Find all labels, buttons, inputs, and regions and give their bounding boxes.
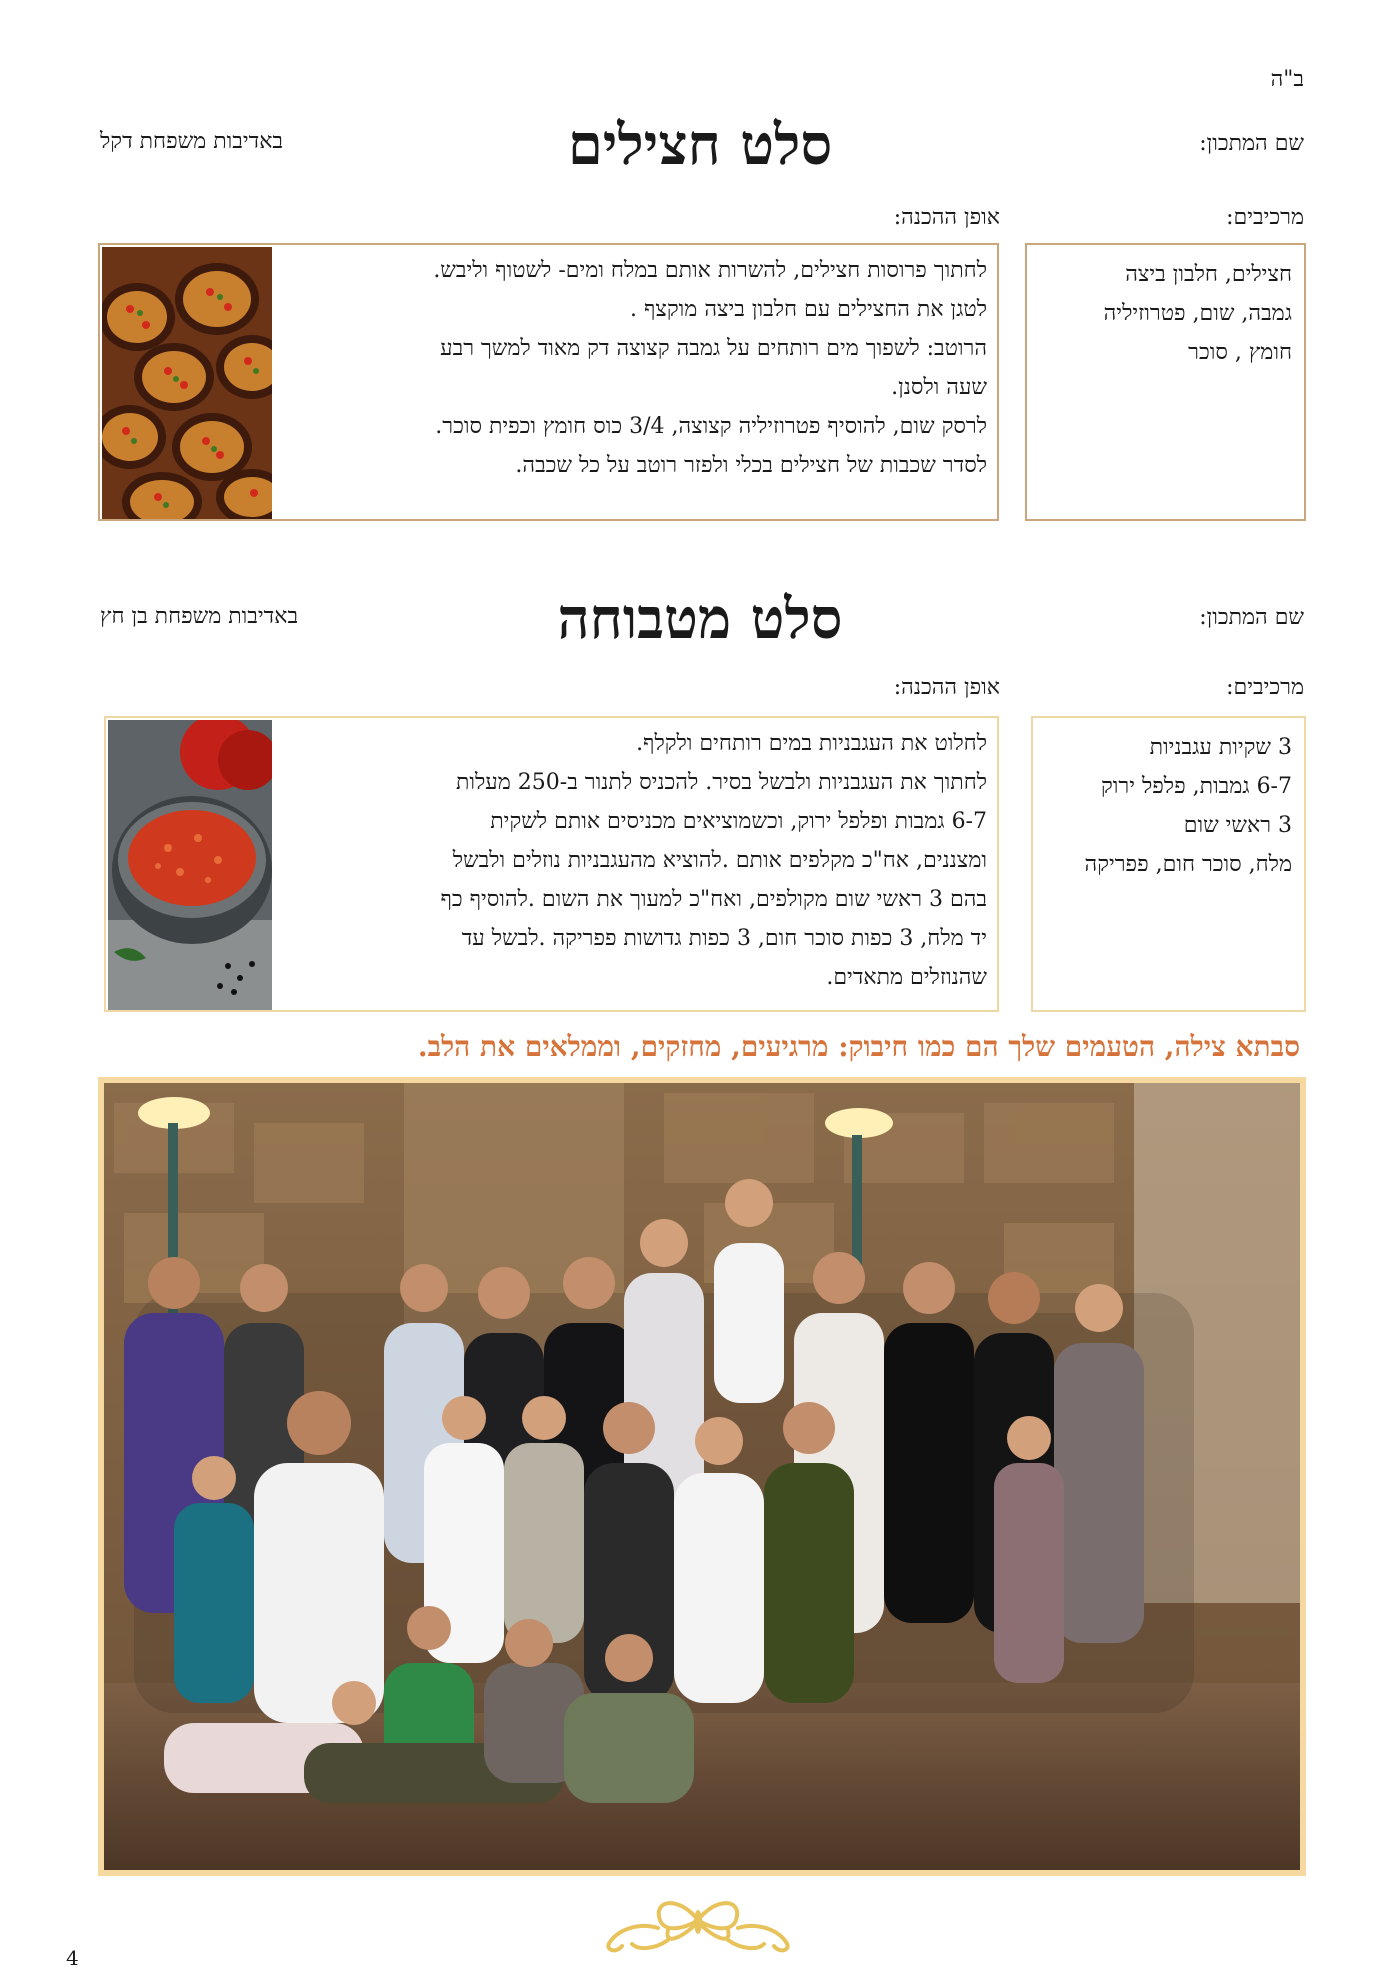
preparation-line: לטגן את החצילים עם חלבון ביצה מוקצף .: [629, 297, 987, 322]
ingredient-line: חצילים, חלבון ביצה: [1125, 262, 1292, 287]
ingredient-line: מלח, סוכר חום, פפריקה: [1084, 852, 1292, 877]
recipe-title: סלט מטבוחה: [557, 586, 843, 652]
preparation-label: אופן ההכנה:: [893, 675, 1000, 700]
ingredient-line: 3 שקיות עגבניות: [1149, 735, 1292, 760]
ingredient-line: 3 ראשי שום: [1183, 813, 1292, 838]
preparation-line: יד מלח, 3 כפות סוכר חום, 3 כפות גדושות פפריקה .לבשל עד: [461, 926, 987, 951]
preparation-line: לרסק שום, להוסיף פטרוזיליה קצוצה, 3/4 כוס חומץ וכפית סוכר.: [435, 414, 987, 439]
recipe-name-label: שם המתכון:: [1199, 131, 1304, 156]
preparation-text: [433, 251, 987, 485]
preparation-line: ומצננים, אח"כ מקלפים אותם .להוציא מהעגבניות נוזלים ולבשל: [452, 848, 987, 873]
preparation-box: [104, 716, 999, 1012]
ingredients-box: [1031, 716, 1306, 1012]
dedication-text: סבתא צילה, הטעמים שלך הם כמו חיבוק: מרגיעים, מחזקים, וממלאים את הלב.: [417, 1030, 1300, 1063]
recipe-title: סלט חצילים: [567, 112, 833, 178]
family-group-photo: [98, 1077, 1306, 1876]
ingredients-box: [1025, 243, 1306, 521]
preparation-line: שעה ולסנן.: [891, 375, 987, 400]
ingredients-label: מרכיבים:: [1226, 205, 1304, 230]
ingredients-label: מרכיבים:: [1226, 675, 1304, 700]
preparation-box: [98, 243, 999, 521]
matbucha-bowl-photo: [108, 720, 272, 1010]
preparation-line: 6-7 גמבות ופלפל ירוק, וכשמוציאים מכניסים אותם לשקית: [490, 809, 987, 834]
preparation-line: בהם 3 ראשי שום מקולפים, ואח"כ למעוך את השום .להוסיף כף: [440, 887, 987, 912]
page-number: 4: [66, 1946, 79, 1970]
ingredient-line: גמבה, שום, פטרוזיליה: [1103, 301, 1292, 326]
recipe-name-label: שם המתכון:: [1199, 605, 1304, 630]
preparation-line: שהנוזלים מתאדים.: [826, 965, 987, 990]
preparation-text: [440, 724, 987, 997]
header-mark: ב"ה: [1270, 67, 1304, 92]
preparation-line: לסדר שכבות של חצילים בכלי ולפזר רוטב על כל שכבה.: [515, 453, 987, 478]
recipe-credit: באדיבות משפחת בן חץ: [100, 604, 299, 629]
preparation-line: הרוטב: לשפוך מים רותחים על גמבה קצוצה דק מאוד למשך רבע: [440, 336, 987, 361]
butterfly-ornament: [598, 1890, 798, 1964]
preparation-line: לחתוך פרוסות חצילים, להשרות אותם במלח ומים- לשטוף וליבש.: [433, 258, 987, 283]
ingredient-line: חומץ , סוכר: [1188, 340, 1292, 365]
fried-eggplant-photo: [102, 247, 272, 519]
ingredient-line: 6-7 גמבות, פלפל ירוק: [1101, 774, 1292, 799]
preparation-label: אופן ההכנה:: [893, 205, 1000, 230]
recipe-credit: באדיבות משפחת דקל: [100, 129, 284, 154]
preparation-line: לחלוט את העגבניות במים רותחים ולקלף.: [636, 731, 987, 756]
preparation-line: לחתוך את העגבניות ולבשל בסיר. להכניס לתנור ב-250 מעלות: [455, 770, 987, 795]
